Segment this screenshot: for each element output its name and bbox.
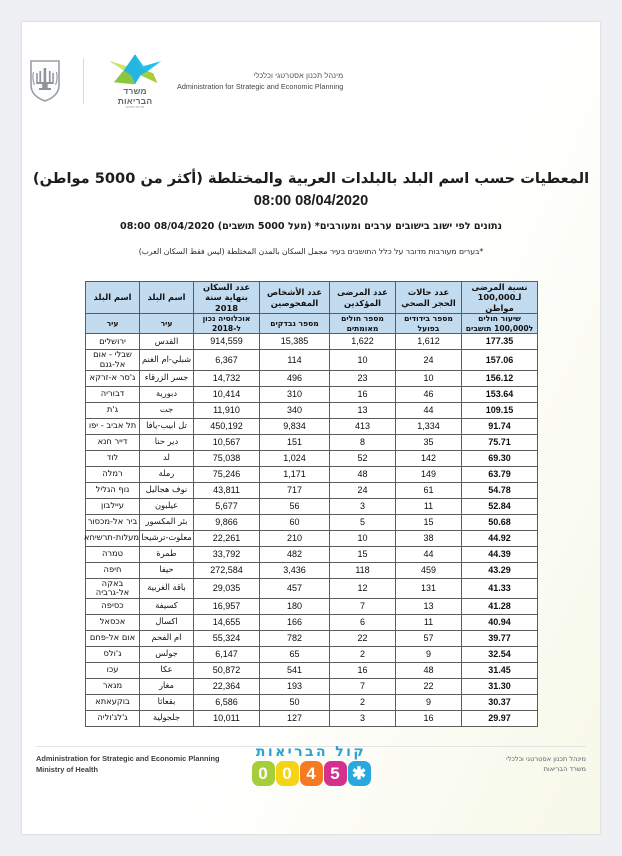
cell-city-hebrew: תל אביב - יפו [86, 418, 140, 434]
cell-rate: 109.15 [462, 402, 538, 418]
cell-confirmed: 12 [330, 578, 396, 598]
cell-rate: 156.12 [462, 370, 538, 386]
cell-rate: 31.30 [462, 678, 538, 694]
cell-population: 75,038 [194, 450, 260, 466]
cell-rate: 29.97 [462, 710, 538, 726]
cell-tested: 3,436 [260, 562, 330, 578]
cell-quarantine: 459 [396, 562, 462, 578]
cell-city-hebrew: דייר חנא [86, 434, 140, 450]
cell-quarantine: 24 [396, 350, 462, 370]
table-row [86, 402, 538, 418]
cell-rate: 91.74 [462, 418, 538, 434]
cell-tested: 127 [260, 710, 330, 726]
cell-city-arabic: حيفا [140, 562, 194, 578]
cell-population: 14,732 [194, 370, 260, 386]
cell-confirmed: 118 [330, 562, 396, 578]
cell-population: 22,364 [194, 678, 260, 694]
cell-confirmed: 413 [330, 418, 396, 434]
cell-population: 914,559 [194, 334, 260, 350]
cell-rate: 32.54 [462, 646, 538, 662]
cell-city-arabic: كسيفة [140, 598, 194, 614]
moh-logo-word-2: הבריאות [117, 95, 153, 106]
cell-confirmed: 15 [330, 546, 396, 562]
cell-confirmed: 52 [330, 450, 396, 466]
table-row [86, 466, 538, 482]
cell-tested: 50 [260, 694, 330, 710]
table-row [86, 578, 538, 598]
table-row [86, 370, 538, 386]
cell-confirmed: 10 [330, 530, 396, 546]
cell-city-arabic: جولس [140, 646, 194, 662]
cell-rate: 69.30 [462, 450, 538, 466]
table-row [86, 450, 538, 466]
cell-population: 14,655 [194, 614, 260, 630]
footer-he-line2: משרד הבריאות [543, 765, 586, 773]
cell-tested: 65 [260, 646, 330, 662]
cell-city-arabic: طمرة [140, 546, 194, 562]
table-row [86, 562, 538, 578]
cell-tested: 782 [260, 630, 330, 646]
col-header-ar-city-he: اسم البلد [86, 282, 140, 314]
kol-habriut-logo [245, 744, 377, 786]
cell-city-hebrew: שבלי - אום אל-גנם [86, 350, 140, 370]
document-page [22, 22, 600, 834]
col-header-he-quarantine: מספר בידודים בפועל [396, 314, 462, 334]
cell-tested: 193 [260, 678, 330, 694]
cell-population: 450,192 [194, 418, 260, 434]
cell-rate: 41.28 [462, 598, 538, 614]
cell-tested: 340 [260, 402, 330, 418]
cell-rate: 40.94 [462, 614, 538, 630]
cell-city-hebrew: מעלות-תרשיחא [86, 530, 140, 546]
cell-confirmed: 5 [330, 514, 396, 530]
cell-quarantine: 11 [396, 498, 462, 514]
col-header-he-tested: מספר נבדקים [260, 314, 330, 334]
cell-city-arabic: عيلبون [140, 498, 194, 514]
page-title-arabic: المعطيات حسب اسم البلد بالبلدات العربية والمختلطة (أكثر من 5000 مواطن) [32, 170, 590, 187]
table-row [86, 418, 538, 434]
cell-rate: 41.33 [462, 578, 538, 598]
cell-tested: 717 [260, 482, 330, 498]
cell-city-arabic: شبلي-ام الغنم [140, 350, 194, 370]
cell-city-hebrew: עיילבון [86, 498, 140, 514]
cell-rate: 177.35 [462, 334, 538, 350]
cell-rate: 39.77 [462, 630, 538, 646]
state-emblem-icon [22, 54, 68, 108]
col-header-he-population: אוכלוסיה נכון ל-2018 [194, 314, 260, 334]
cell-confirmed: 16 [330, 662, 396, 678]
cell-rate: 63.79 [462, 466, 538, 482]
col-header-he-confirmed: מספר חולים מאומתים [330, 314, 396, 334]
cell-city-hebrew: כסיפה [86, 598, 140, 614]
cell-rate: 43.29 [462, 562, 538, 578]
cell-quarantine: 38 [396, 530, 462, 546]
cell-confirmed: 10 [330, 350, 396, 370]
cell-city-hebrew: באקה אל-גרביה [86, 578, 140, 598]
cell-city-hebrew: ג'ולס [86, 646, 140, 662]
cell-city-arabic: جلجولية [140, 710, 194, 726]
table-row [86, 662, 538, 678]
title-block [22, 168, 600, 258]
cell-tested: 151 [260, 434, 330, 450]
cell-confirmed: 1,622 [330, 334, 396, 350]
cell-city-hebrew: טמרה [86, 546, 140, 562]
cell-population: 9,866 [194, 514, 260, 530]
cell-city-arabic: تل ابيب-يافا [140, 418, 194, 434]
moh-logo-subtitle: מדינת ישראל [125, 105, 145, 109]
cell-rate: 44.92 [462, 530, 538, 546]
moh-star-icon [107, 52, 163, 86]
cell-tested: 180 [260, 598, 330, 614]
table-row [86, 614, 538, 630]
cell-quarantine: 1,334 [396, 418, 462, 434]
cell-city-arabic: نوف هجاليل [140, 482, 194, 498]
cell-confirmed: 3 [330, 498, 396, 514]
cell-city-arabic: لد [140, 450, 194, 466]
col-header-ar-rate: نسبة المرضى لـ100,000 مواطن [462, 282, 538, 314]
cell-city-hebrew: רמלה [86, 466, 140, 482]
col-header-ar-city-ar: اسم البلد [140, 282, 194, 314]
cell-quarantine: 9 [396, 646, 462, 662]
table-row [86, 334, 538, 350]
cell-quarantine: 22 [396, 678, 462, 694]
cell-tested: 496 [260, 370, 330, 386]
cell-rate: 54.78 [462, 482, 538, 498]
kol-habriut-digits [245, 761, 377, 786]
table-row [86, 434, 538, 450]
cell-confirmed: 24 [330, 482, 396, 498]
cell-city-hebrew: מגאר [86, 678, 140, 694]
kol-habriut-digit: 4 [300, 761, 323, 786]
cell-city-hebrew: לוד [86, 450, 140, 466]
cell-tested: 166 [260, 614, 330, 630]
header-org-hebrew: מינהל תכנון אסטרטגי וכלכלי [253, 71, 344, 80]
table-row [86, 514, 538, 530]
footer-en-line2: Ministry of Health [36, 764, 99, 774]
cell-city-arabic: باقة الغربية [140, 578, 194, 598]
col-header-ar-confirmed: عدد المرضى المؤكدين [330, 282, 396, 314]
page-footnote: *בערים מעורבות מדובר על כלל התושבים בעיר مجمل السكان بالمدن المختلطة (ليس فقط السكان العرب) [138, 247, 484, 256]
table-row [86, 646, 538, 662]
cell-tested: 310 [260, 386, 330, 402]
cell-population: 33,792 [194, 546, 260, 562]
cell-quarantine: 48 [396, 662, 462, 678]
table-row [86, 598, 538, 614]
cell-city-arabic: جت [140, 402, 194, 418]
page-subtitle-hebrew: נתונים לפי ישוב בישובים ערבים ומעורבים* (מעל 5000 תושבים) 08/04/2020 08:00 [120, 221, 502, 232]
cell-quarantine: 46 [396, 386, 462, 402]
cell-confirmed: 6 [330, 614, 396, 630]
table-body [83, 334, 538, 726]
table-row [86, 546, 538, 562]
cell-quarantine: 44 [396, 546, 462, 562]
header-administration-text [177, 70, 343, 92]
cell-confirmed: 22 [330, 630, 396, 646]
cell-quarantine: 15 [396, 514, 462, 530]
cell-population: 75,246 [194, 466, 260, 482]
cell-quarantine: 16 [396, 710, 462, 726]
covid-locality-table [85, 281, 538, 727]
cell-tested: 114 [260, 350, 330, 370]
document-header [22, 48, 600, 114]
table-row [86, 530, 538, 546]
kol-habriut-digit: 0 [252, 761, 275, 786]
cell-city-hebrew: עכו [86, 662, 140, 678]
col-header-he-city-he: עיר [86, 314, 140, 334]
cell-confirmed: 7 [330, 598, 396, 614]
cell-rate: 30.37 [462, 694, 538, 710]
kol-habriut-digit: 5 [324, 761, 347, 786]
table-row [86, 694, 538, 710]
footer-hebrew-text [506, 754, 586, 774]
cell-city-arabic: عكا [140, 662, 194, 678]
cell-population: 16,957 [194, 598, 260, 614]
cell-population: 10,011 [194, 710, 260, 726]
cell-population: 22,261 [194, 530, 260, 546]
cell-population: 11,910 [194, 402, 260, 418]
col-header-ar-tested: عدد الأشخاص المفحوصين [260, 282, 330, 314]
table-row [86, 498, 538, 514]
cell-population: 6,147 [194, 646, 260, 662]
cell-rate: 31.45 [462, 662, 538, 678]
cell-confirmed: 23 [330, 370, 396, 386]
cell-confirmed: 16 [330, 386, 396, 402]
cell-quarantine: 44 [396, 402, 462, 418]
cell-quarantine: 142 [396, 450, 462, 466]
cell-city-arabic: معلوت-ترشيحا [140, 530, 194, 546]
cell-population: 6,586 [194, 694, 260, 710]
table-row [86, 678, 538, 694]
table-row [86, 482, 538, 498]
cell-tested: 1,171 [260, 466, 330, 482]
cell-population: 55,324 [194, 630, 260, 646]
col-header-he-rate: שיעור חולים ל100,000 תושבים [462, 314, 538, 334]
cell-rate: 44.39 [462, 546, 538, 562]
cell-city-hebrew: ג'לג'וליה [86, 710, 140, 726]
ministry-of-health-logo [93, 51, 177, 111]
cell-population: 5,677 [194, 498, 260, 514]
cell-quarantine: 13 [396, 598, 462, 614]
cell-population: 272,584 [194, 562, 260, 578]
cell-confirmed: 3 [330, 710, 396, 726]
cell-tested: 15,385 [260, 334, 330, 350]
kol-habriut-digit: 0 [276, 761, 299, 786]
col-header-ar-quarantine: عدد حالات الحجر الصحي [396, 282, 462, 314]
cell-confirmed: 2 [330, 646, 396, 662]
table-row [86, 630, 538, 646]
table-head [86, 282, 538, 334]
cell-rate: 157.06 [462, 350, 538, 370]
cell-rate: 75.71 [462, 434, 538, 450]
table-row [86, 350, 538, 370]
cell-city-arabic: بئر المكسور [140, 514, 194, 530]
footer-he-line1: מינהל תכנון אסטרטגי וכלכלי [506, 755, 586, 763]
cell-city-hebrew: בוקעאתא [86, 694, 140, 710]
cell-city-arabic: دبورية [140, 386, 194, 402]
cell-city-hebrew: ירושלים [86, 334, 140, 350]
kol-habriut-digit: ✱ [348, 761, 371, 786]
cell-quarantine: 57 [396, 630, 462, 646]
cell-confirmed: 8 [330, 434, 396, 450]
cell-population: 10,414 [194, 386, 260, 402]
kol-habriut-wordmark: קול הבריאות [255, 744, 367, 760]
cell-city-arabic: رملة [140, 466, 194, 482]
cell-quarantine: 1,612 [396, 334, 462, 350]
cell-city-arabic: اكسال [140, 614, 194, 630]
cell-city-hebrew: ג'סר א-זרקא [86, 370, 140, 386]
table-row [86, 386, 538, 402]
cell-city-arabic: ام الفحم [140, 630, 194, 646]
cell-city-hebrew: חיפה [86, 562, 140, 578]
cell-city-hebrew: ביר אל-מכסור [86, 514, 140, 530]
table-header-row-arabic [86, 282, 538, 314]
cell-confirmed: 7 [330, 678, 396, 694]
header-org-english: Administration for Strategic and Economic Planning [177, 82, 344, 91]
cell-tested: 482 [260, 546, 330, 562]
cell-quarantine: 10 [396, 370, 462, 386]
cell-city-arabic: القدس [140, 334, 194, 350]
col-header-he-city-ar: עיר [140, 314, 194, 334]
col-header-ar-population: عدد السكان بنهاية سنة 2018 [194, 282, 260, 314]
table-header-row-hebrew [86, 314, 538, 334]
cell-city-arabic: مغار [140, 678, 194, 694]
cell-city-arabic: بقعاثا [140, 694, 194, 710]
cell-city-arabic: جسر الزرقاء [140, 370, 194, 386]
cell-quarantine: 9 [396, 694, 462, 710]
cell-quarantine: 35 [396, 434, 462, 450]
cell-population: 6,367 [194, 350, 260, 370]
cell-city-hebrew: נוף הגליל [86, 482, 140, 498]
cell-city-hebrew: ג'ת [86, 402, 140, 418]
cell-tested: 210 [260, 530, 330, 546]
cell-population: 50,872 [194, 662, 260, 678]
page-title-date: 08:00 08/04/2020 [253, 193, 369, 209]
document-footer [22, 744, 600, 806]
cell-quarantine: 11 [396, 614, 462, 630]
cell-population: 29,035 [194, 578, 260, 598]
cell-tested: 9,834 [260, 418, 330, 434]
table-row [86, 710, 538, 726]
cell-city-hebrew: אום אל-פחם [86, 630, 140, 646]
moh-logo-word-1: משרד [123, 86, 147, 96]
cell-city-arabic: دير حنا [140, 434, 194, 450]
cell-confirmed: 2 [330, 694, 396, 710]
cell-city-hebrew: דבוריה [86, 386, 140, 402]
cell-confirmed: 13 [330, 402, 396, 418]
header-divider [83, 58, 84, 104]
cell-city-hebrew: אכסאל [86, 614, 140, 630]
footer-english-text [36, 754, 220, 775]
cell-tested: 457 [260, 578, 330, 598]
cell-tested: 1,024 [260, 450, 330, 466]
cell-quarantine: 61 [396, 482, 462, 498]
cell-rate: 52.84 [462, 498, 538, 514]
cell-quarantine: 149 [396, 466, 462, 482]
footer-en-line1: Administration for Strategic and Economic Planning [36, 754, 220, 763]
cell-quarantine: 131 [396, 578, 462, 598]
cell-population: 10,567 [194, 434, 260, 450]
cell-rate: 153.64 [462, 386, 538, 402]
data-table-container [83, 281, 538, 727]
cell-tested: 541 [260, 662, 330, 678]
cell-tested: 60 [260, 514, 330, 530]
cell-tested: 56 [260, 498, 330, 514]
cell-population: 43,811 [194, 482, 260, 498]
cell-rate: 50.68 [462, 514, 538, 530]
cell-confirmed: 48 [330, 466, 396, 482]
